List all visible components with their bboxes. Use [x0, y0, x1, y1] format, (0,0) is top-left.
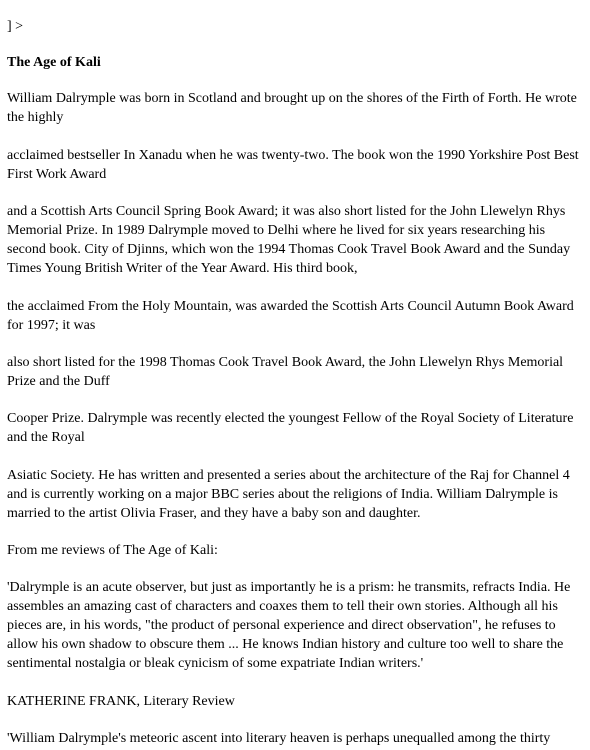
- page-title: The Age of Kali: [7, 55, 101, 70]
- review-quote-2: 'William Dalrymple's meteoric ascent into literary heaven is perhaps unequalled among the thirty: [7, 731, 551, 746]
- bio-paragraph-5: also short listed for the 1998 Thomas Cook Travel Book Award, the John Llewelyn Rhys Memorial Prize and the Duff: [7, 355, 564, 389]
- bio-paragraph-7: Asiatic Society. He has written and presented a series about the architecture of the Raj for Channel 4 and is currently working on a major BBC series about the religions of India. William Dalrymple is married to the artist Olivia Fraser, and they have a baby son and daughter.: [7, 468, 570, 521]
- bio-paragraph-3: and a Scottish Arts Council Spring Book Award; it was also short listed for the John Llewelyn Rhys Memorial Prize. In 1989 Dalrymple moved to Delhi where he lived for six years researching his second book. City of Djinns, which won the 1994 Thomas Cook Travel Book Award and the Sunday Times Young British Writer of the Year Award. His third book,: [7, 204, 571, 276]
- review-attribution-1: KATHERINE FRANK, Literary Review: [7, 694, 235, 709]
- bio-paragraph-2: acclaimed bestseller In Xanadu when he was twenty-two. The book won the 1990 Yorkshire Post Best First Work Award: [7, 148, 579, 182]
- bio-paragraph-4: the acclaimed From the Holy Mountain, was awarded the Scottish Arts Council Autumn Book Award for 1997; it was: [7, 299, 574, 333]
- bio-paragraph-1: William Dalrymple was born in Scotland and brought up on the shores of the Firth of Forth. He wrote the highly: [7, 91, 577, 125]
- review-quote-1: 'Dalrymple is an acute observer, but just as importantly he is a prism: he transmits, refracts India. He assembles an amazing cast of characters and coaxes them to tell their own stories. Although all his pieces are, in his words, "the product of personal experience and direct observation", he refuses to allow his own shadow to obscure them ... He knows Indian history and culture too well to share the sentimental nostalgia or bleak cynicism of some expatriate Indian writers.': [7, 580, 571, 671]
- bio-paragraph-6: Cooper Prize. Dalrymple was recently elected the youngest Fellow of the Royal Society of Literature and the Royal: [7, 411, 574, 445]
- reviews-intro: From me reviews of The Age of Kali:: [7, 543, 218, 558]
- breadcrumb: ] >: [7, 19, 24, 34]
